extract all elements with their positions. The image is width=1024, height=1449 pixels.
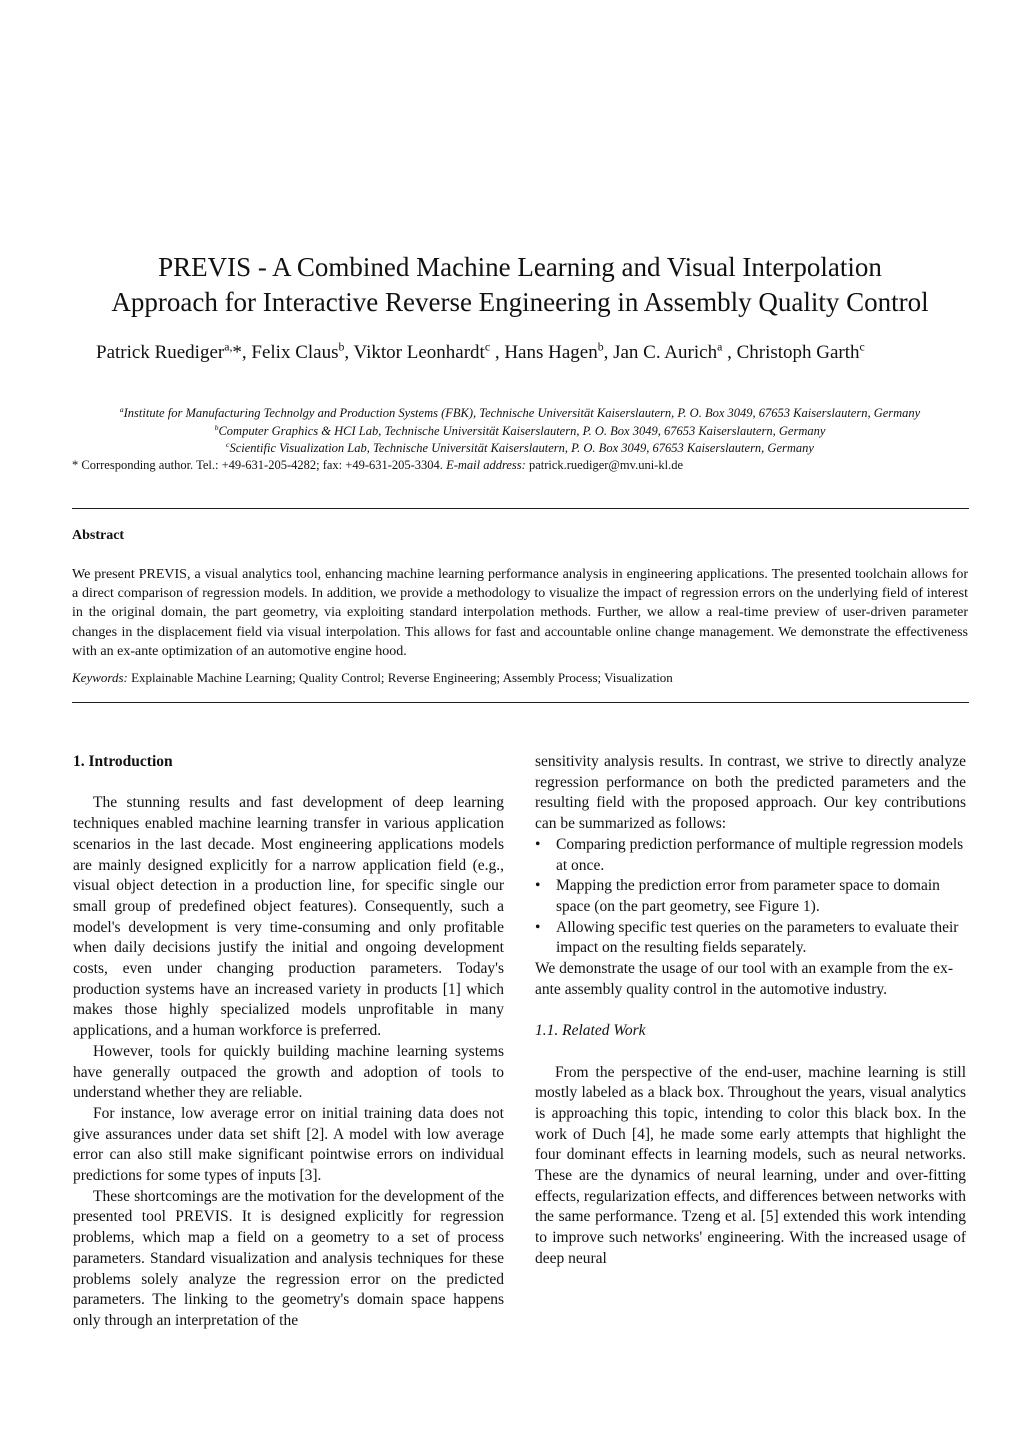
paragraph: However, tools for quickly building machine learning systems have generally outpaced the growth and adoption of tools to understand whether they are reliable. bbox=[73, 1042, 504, 1102]
affiliation-a bbox=[60, 405, 980, 423]
paragraph: For instance, low average error on initial training data does not give assurances under data set shift [2]. A model with low average error can also still make significant pointwise errors on individual predictions for some types of inputs [3]. bbox=[73, 1104, 504, 1185]
keywords-list: Explainable Machine Learning; Quality Control; Reverse Engineering; Assembly Process; Visualization bbox=[127, 670, 673, 685]
keywords bbox=[72, 670, 673, 686]
left-column bbox=[73, 752, 504, 1332]
author-separator: , bbox=[603, 342, 614, 363]
bullet-icon: • bbox=[535, 877, 541, 895]
abstract-heading: Abstract bbox=[72, 528, 125, 543]
author-affil-mark: c bbox=[484, 340, 491, 354]
list-item-text: Mapping the prediction error from parameter space to domain space (on the part geometry, see Figure 1). bbox=[556, 877, 940, 915]
list-item-text: Allowing specific test queries on the parameters to evaluate their impact on the resulting fields separately. bbox=[556, 918, 959, 957]
list-item bbox=[535, 918, 966, 959]
affiliations bbox=[60, 405, 980, 458]
author-name: Christoph Garth bbox=[736, 342, 860, 363]
author-name: Jan C. Aurich bbox=[613, 342, 718, 363]
affil-mark: a bbox=[119, 404, 124, 414]
affiliation-c bbox=[60, 440, 980, 458]
title-line-2: Approach for Interactive Reverse Engineering in Assembly Quality Control bbox=[111, 287, 929, 317]
paragraph: The stunning results and fast development of deep learning techniques enabled machine learning transfer in various application scenarios in the last decade. Most engineering applications models are mainly designed explicitly for a narrow application field (e.g., visual object detection in a production line, for specific single our small group of predefined object features). Consequently, such a model's development is very time-consuming and only profitable when daily decisions justify the initial and ongoing development costs, even under changing production parameters. Today's production systems have an increased variety in products [1] which makes those highly specialized models unprofitable in many applications, and a human workforce is preferred. bbox=[73, 794, 504, 1040]
author-separator: , bbox=[722, 342, 737, 363]
list-item bbox=[535, 876, 966, 917]
corresponding-prefix: * Corresponding author. Tel.: +49-631-205-4282; fax: +49-631-205-3304. bbox=[72, 458, 447, 472]
affil-mark: c bbox=[226, 439, 230, 449]
author-name: Viktor Leonhardt bbox=[353, 342, 485, 363]
contribution-list bbox=[535, 835, 966, 959]
right-column bbox=[535, 752, 966, 1270]
paper-title bbox=[60, 250, 980, 320]
title-line-1: PREVIS - A Combined Machine Learning and Visual Interpolation bbox=[158, 252, 882, 282]
author-separator: *, bbox=[232, 342, 252, 363]
keywords-label: Keywords: bbox=[72, 670, 128, 685]
subsection-heading-related-work: 1.1. Related Work bbox=[535, 1022, 646, 1040]
top-rule bbox=[72, 508, 969, 509]
bullet-icon: • bbox=[535, 835, 541, 853]
section-heading-introduction: 1. Introduction bbox=[73, 753, 173, 770]
affiliation-b bbox=[60, 423, 980, 441]
corresponding-author bbox=[72, 458, 683, 473]
affil-text: Institute for Manufacturing Technolgy and Production Systems (FBK), Technische Universität Kaiserslautern, P. O. Box 3049, 67653 Kaiserslautern, Germany bbox=[123, 406, 921, 420]
author-separator: , bbox=[344, 342, 354, 363]
paragraph: These shortcomings are the motivation for the development of the presented tool PREVIS. It is designed explicitly for regression problems, which map a field on a geometry to a set of process parameters. Standard visualization and analysis techniques for these problems solely analyze the regression error on the predicted parameters. The linking to the geometry's domain space happens only through an interpretation of the bbox=[73, 1187, 504, 1329]
author-list bbox=[72, 340, 962, 366]
author-affil-mark: b bbox=[597, 340, 604, 354]
bullet-icon: • bbox=[535, 918, 541, 936]
paragraph: We demonstrate the usage of our tool with an example from the ex-ante assembly quality control in the automotive industry. bbox=[535, 960, 953, 998]
author-affil-mark: a bbox=[717, 340, 723, 354]
email-address[interactable]: patrick.ruediger@mv.uni-kl.de bbox=[525, 458, 683, 472]
author-name: Patrick Ruediger bbox=[96, 342, 225, 363]
paragraph: From the perspective of the end-user, machine learning is still mostly labeled as a black box. Throughout the years, visual analytics is approaching this topic, intending to color this black box. In the work of Duch [4], he made some early attempts that highlight the four dominant effects in learning models, such as neural networks. These are the dynamics of neural learning, under and over-fitting effects, regularization effects, and differences between networks with the same performance. Tzeng et al. [5] extended this work intending to improve such networks' engineering. With the increased usage of deep neural bbox=[535, 1063, 966, 1267]
affil-text: Computer Graphics & HCI Lab, Technische Universität Kaiserslautern, P. O. Box 3049, 67653 Kaiserslautern, Germany bbox=[218, 423, 826, 438]
affil-mark: b bbox=[214, 422, 219, 432]
author-name: Hans Hagen bbox=[504, 342, 598, 363]
email-label: E-mail address: bbox=[446, 458, 526, 472]
author-affil-mark: a, bbox=[224, 340, 233, 354]
author-affil-mark: b bbox=[338, 340, 345, 354]
affil-text: Scientific Visualization Lab, Technische Universität Kaiserslautern, P. O. Box 3049, 67653 Kaiserslautern, Germany bbox=[229, 441, 814, 455]
author-separator: , bbox=[490, 342, 505, 363]
author-name: Felix Claus bbox=[251, 342, 339, 363]
paragraph: sensitivity analysis results. In contrast, we strive to directly analyze regression performance on both the predicted parameters and the resulting field with the proposed approach. Our key contributions can be summarized as follows: bbox=[535, 753, 966, 833]
list-item bbox=[535, 835, 966, 876]
abstract-body: We present PREVIS, a visual analytics tool, enhancing machine learning performance analysis in engineering applications. The presented toolchain allows for a direct comparison of regression models. In addition, we provide a methodology to visualize the impact of regression errors on the underlying field of interest in the original domain, the part geometry, via exploiting standard interpolation methods. Further, we allow a real-time preview of user-driven parameter changes in the displacement field via visual interpolation. This allows for fast and accountable online change management. We demonstrate the effectiveness with an ex-ante optimization of an automotive engine hood. bbox=[72, 567, 968, 659]
author-affil-mark: c bbox=[859, 340, 865, 354]
bottom-rule bbox=[72, 702, 969, 703]
list-item-text: Comparing prediction performance of multiple regression models at once. bbox=[556, 835, 964, 874]
